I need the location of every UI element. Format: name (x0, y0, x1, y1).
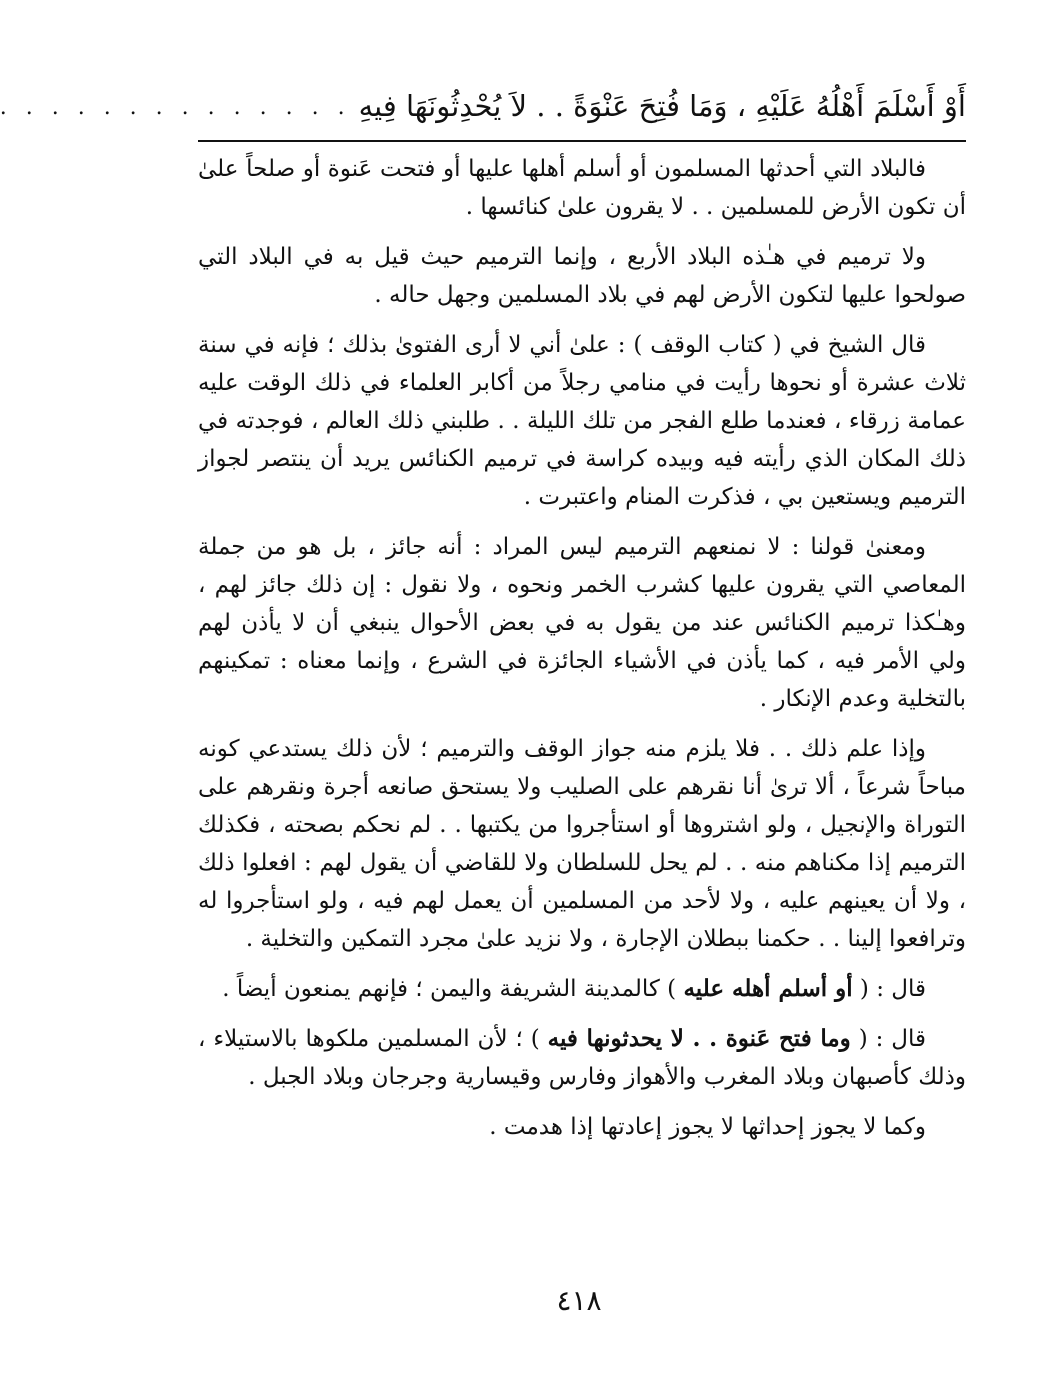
paragraph-6 (198, 970, 966, 1008)
paragraph-6-rest: ) كالمدينة الشريفة واليمن ؛ فإنهم يمنعون أيضاً . (222, 976, 684, 1002)
page-number: ٤١٨ (556, 1284, 602, 1317)
header-rule (198, 140, 966, 142)
paragraph-7 (198, 1020, 966, 1096)
paragraph-7-rest: ) ؛ لأن المسلمين ملكوها بالاستيلاء ، وذلك كأصبهان وبلاد المغرب والأهواز وفارس وقيسارية وجرجان وبلاد الجبل . (198, 1026, 966, 1090)
running-header (0, 72, 966, 128)
paragraph-5: وإذا علم ذلك . . فلا يلزم منه جواز الوقف والترميم ؛ لأن ذلك يستدعي كونه مباحاً شرعاً ، ألا ترىٰ أنا نقرهم على الصليب ولا يستحق صانعه أجرة ونقرهم على التوراة والإنجيل ، ولو اشتروها أو استأجروا من يكتبها . . لم نحكم بصحته ، فكذلك الترميم إذا مكناهم منه . . لم يحل للسلطان ولا للقاضي أن يقول لهم : افعلوا ذلك ، ولا أن يعينهم عليه ، ولا لأحد من المسلمين أن يعمل لهم فيه ، ولو استأجروا له وترافعوا إلينا . . حكمنا ببطلان الإجارة ، ولا نزيد علىٰ مجرد التمكين والتخلية . (198, 736, 966, 952)
paragraph-3: قال الشيخ في ( كتاب الوقف ) : علىٰ أني لا أرى الفتوىٰ بذلك ؛ فإنه في سنة ثلاث عشرة أو نحوها رأيت في منامي رجلاً من أكابر العلماء في ذلك الوقت عليه عمامة زرقاء ، فعندما طلع الفجر من تلك الليلة . . طلبني ذلك العالم ، فوجدته في ذلك المكان الذي رأيته فيه وبيده كراسة في ترميم الكنائس يريد أن ينتصر لجواز الترميم ويستعين بي ، فذكرت المنام واعتبرت . (198, 332, 966, 510)
paragraph-8: وكما لا يجوز إحداثها لا يجوز إعادتها إذا هدمت . (489, 1114, 926, 1140)
paragraph-4: ومعنىٰ قولنا : لا نمنعهم الترميم ليس المراد : أنه جائز ، بل هو من جملة المعاصي التي يقرون عليها كشرب الخمر ونحوه ، ولا نقول : إن ذلك جائز لهم ، وهـٰكذا ترميم الكنائس عند من يقول به في بعض الأحوال ينبغي أن لا يأذن لهم ولي الأمر فيه ، كما يأذن في الأشياء الجائزة في الشرع ، وإنما معناه : تمكينهم بالتخلية وعدم الإنكار . (198, 534, 966, 712)
paragraph-1: فالبلاد التي أحدثها المسلمون أو أسلم أهلها عليها أو فتحت عَنوة أو صلحاً علىٰ أن تكون الأرض للمسلمين . . لا يقرون علىٰ كنائسها . (198, 156, 966, 220)
paragraph-2: ولا ترميم في هـٰذه البلاد الأربع ، وإنما الترميم حيث قيل به في البلاد التي صولحوا عليها لتكون الأرض لهم في بلاد المسلمين وجهل حاله . (198, 244, 966, 308)
quoted-matn-1: أو أسلم أهله عليه (683, 975, 853, 1002)
main-text (198, 150, 966, 1158)
quoted-matn-2: وما فتح عَنوة . . لا يحدثونها فيه (547, 1025, 851, 1052)
paragraph-7-lead: قال : ( (850, 1026, 926, 1052)
running-title: أَوْ أَسْلَمَ أَهْلُهُ عَلَيْهِ ، وَمَا فُتِحَ عَنْوَةً . . لاَ يُحْدِثُونَهَا فِيهِ (358, 89, 966, 123)
leader-dots: . . . . . . . . . . . . . . (0, 95, 351, 120)
paragraph-6-lead: قال : ( (852, 976, 926, 1002)
